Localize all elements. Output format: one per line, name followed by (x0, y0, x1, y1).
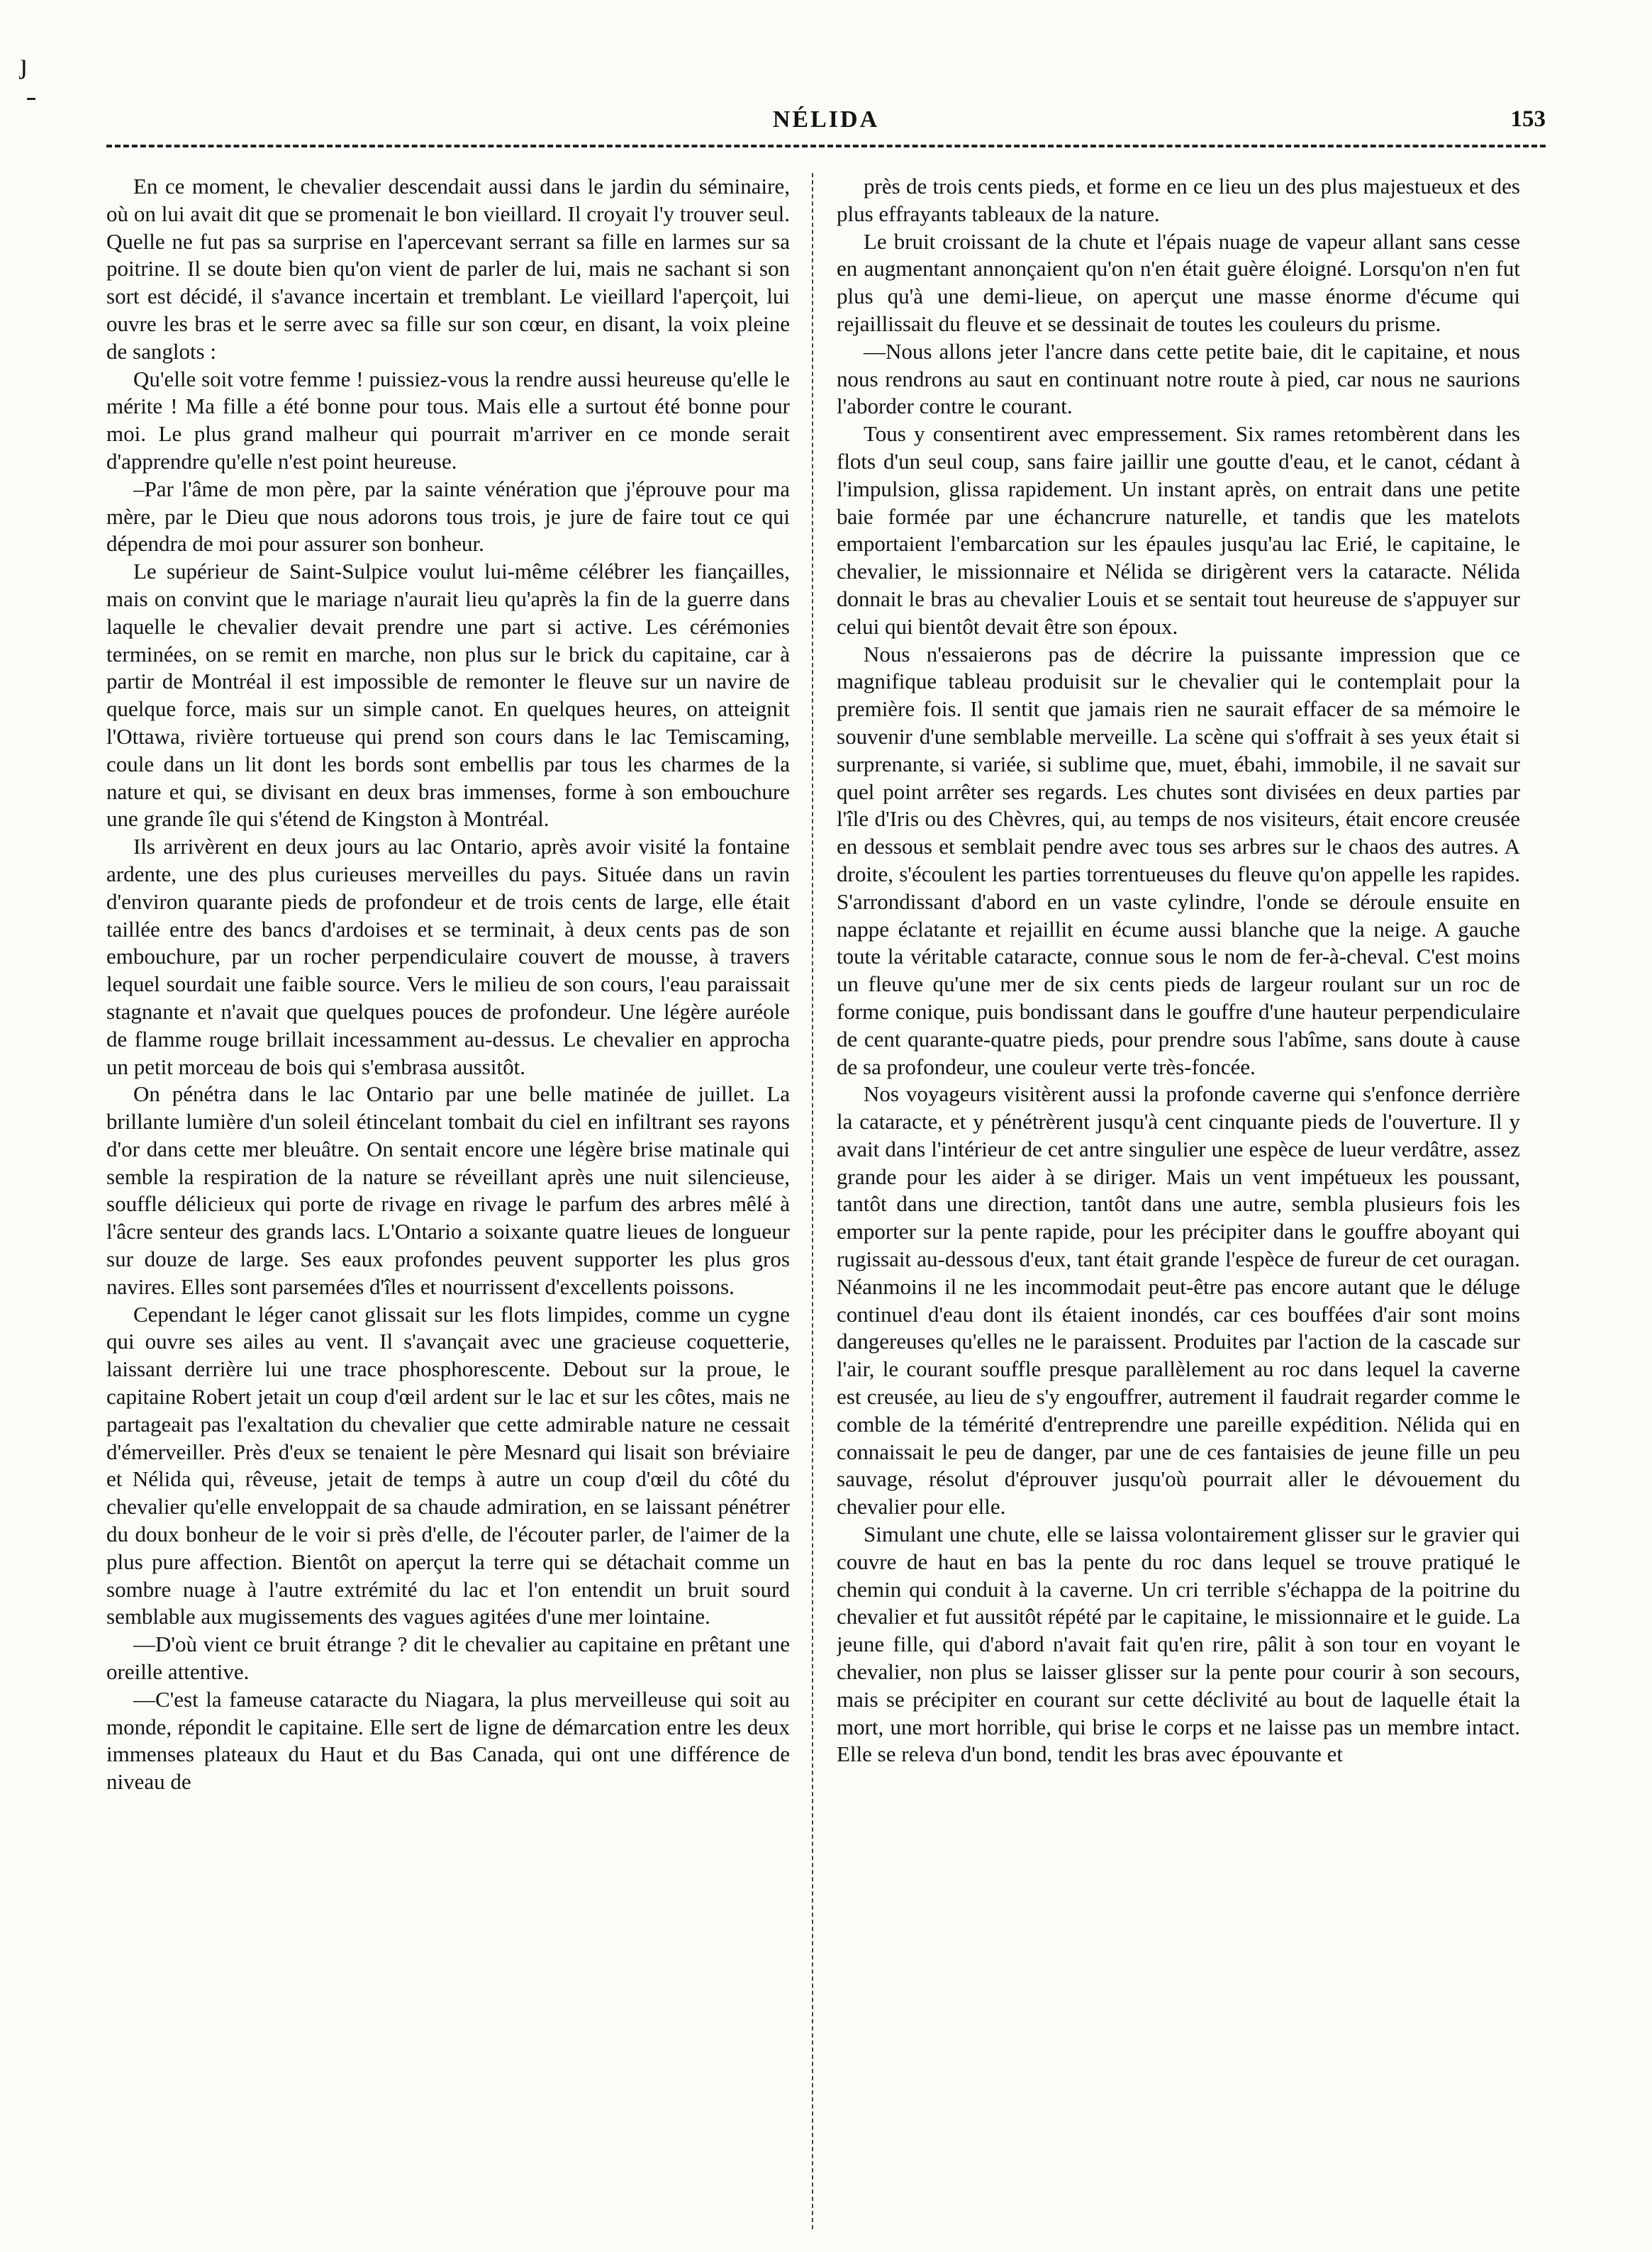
paragraph: Nous n'essaierons pas de décrire la puissante impression que ce magnifique tableau produisit sur le chevalier qui le contemplait pour la première fois. Il sentit que jamais rien ne saurait effacer de sa mémoire le souvenir d'une semblable merveille. La scène qui s'offrait à ses yeux était si surprenante, si variée, si sublime que, muet, ébahi, immobile, il ne savait sur quel point arrêter ses regards. Les chutes sont divisées en deux parties par l'île d'Iris ou des Chèvres, qui, au temps de nos visiteurs, était encore creusée en dessous et semblait pendre avec tous ses arbres sur le chaos des autres. A droite, s'écoulent les parties torrentueuses du fleuve qu'on appelle les rapides. S'arrondissant d'abord en un vaste cylindre, l'onde se déroule ensuite en nappe éclatante et rejaillit en écume aussi blanche que la neige. A gauche toute la véritable cataracte, connue sous le nom de fer-à-cheval. C'est moins un fleuve qu'une mer de six cents pieds de largeur roulant sur un roc de forme conique, puis bondissant dans le gouffre d'une hauteur perpendiculaire de cent quarante-quatre pieds, pour prendre sous l'abîme, sans doute à cause de sa profondeur, une couleur verte très-foncée. (837, 641, 1520, 1079)
column-divider (812, 173, 813, 2229)
page-header (106, 106, 1546, 142)
running-title: NÉLIDA (772, 106, 880, 133)
paragraph: —Nous allons jeter l'ancre dans cette petite baie, dit le capitaine, et nous nous rendrons au saut en continuant notre route à pied, car nous ne saurions l'aborder contre le courant. (837, 338, 1520, 419)
paragraph: Ils arrivèrent en deux jours au lac Ontario, après avoir visité la fontaine ardente, une des plus curieuses merveilles du pays. Située dans un ravin d'environ quarante pieds de profondeur et de trois cents de large, elle était taillée entre des bancs d'ardoises et se terminait, à deux cents pas de son embouchure, par un rocher perpendiculaire couvert de mousse, à travers lequel sourdait une faible source. Vers le milieu de son cours, l'eau paraissait stagnante et n'avait que quelques pouces de profondeur. Une légère auréole de flamme rouge brillait incessamment au-dessus. Le chevalier en approcha un petit morceau de bois qui s'embrasa aussitôt. (106, 834, 790, 1079)
paragraph: —D'où vient ce bruit étrange ? dit le chevalier au capitaine en prêtant une oreille attentive. (106, 1632, 790, 1685)
margin-ink-mark: ȷ (20, 48, 28, 79)
right-column (837, 173, 1520, 2229)
paragraph: Nos voyageurs visitèrent aussi la profonde caverne qui s'enfonce derrière la cataracte, et y pénétrèrent jusqu'à cent cinquante pieds de l'ouverture. Il y avait dans l'intérieur de cet antre singulier une espèce de lueur verdâtre, assez grande pour les aider à se diriger. Mais un vent impétueux les poussant, tantôt dans une direction, tantôt dans une autre, sembla plusieurs fois les emporter sur la pente rapide, pour les précipiter dans le gouffre aboyant qui rugissait au-dessous d'eux, tant était grande l'espèce de fureur de cet ouragan. Néanmoins il ne les incommodait peut-être pas encore autant que le déluge continuel d'eau dont ils étaient inondés, car ces bouffées d'air sont moins dangereuses qu'elles ne le paraissent. Produites par l'action de la cascade sur l'air, le courant souffle presque parallèlement au roc dans lequel la caverne est creusée, au lieu de s'y engouffrer, autrement il faudrait regarder comme le comble de la témérité d'entreprendre une pareille expédition. Nélida qui en connaissait le peu de danger, par une de ces fantaisies de jeune fille un peu sauvage, résolut d'éprouver jusqu'où pourrait aller le dévouement du chevalier pour elle. (837, 1081, 1520, 1520)
paragraph: Tous y consentirent avec empressement. Six rames retombèrent dans les flots d'un seul coup, sans faire jaillir une goutte d'eau, et le canot, cédant à l'impulsion, glissa rapidement. Un instant après, on entrait dans une petite baie formée par une échancrure naturelle, et tandis que les matelots emportaient l'embarcation sur les épaules jusqu'au lac Erié, le capitaine, le chevalier, le missionnaire et Nélida se dirigèrent vers la cataracte. Nélida donnait le bras au chevalier Louis et se sentait tout heureuse de s'appuyer sur celui qui bientôt devait être son époux. (837, 421, 1520, 639)
paragraph: –Par l'âme de mon père, par la sainte vénération que j'éprouve pour ma mère, par le Dieu que nous adorons tous trois, je jure de faire tout ce qui dépendra de moi pour assurer son bonheur. (106, 476, 790, 557)
paragraph: Le supérieur de Saint-Sulpice voulut lui-même célébrer les fiançailles, mais on convint que le mariage n'aurait lieu qu'après la fin de la guerre dans laquelle le chevalier devait prendre une part si active. Les cérémonies terminées, on se remit en marche, non plus sur le brick du capitaine, car à partir de Montréal il est impossible de remonter le fleuve sur un navire de quelque force, mais sur un simple canot. En quelques heures, on atteignit l'Ottawa, rivière tortueuse qui prend son cours dans le lac Temiscaming, coule dans un lit dont les bords sont embellis par tous les charmes de la nature et qui, se divisant en deux bras immenses, forme à son embouchure une grande île qui s'étend de Kingston à Montréal. (106, 559, 790, 832)
paragraph: Cependant le léger canot glissait sur les flots limpides, comme un cygne qui ouvre ses ailes au vent. Il s'avançait avec une gracieuse coquetterie, laissant derrière lui une trace phosphorescente. Debout sur la proue, le capitaine Robert jetait un coup d'œil ardent sur le lac et sur les côtes, mais ne partageait pas l'exaltation du chevalier que cette admirable nature ne cessait d'émerveiller. Près d'eux se tenaient le père Mesnard qui lisait son bréviaire et Nélida qui, rêveuse, jetait de temps à autre un coup d'œil du côté du chevalier qu'elle enveloppait de sa chaude admiration, en se laissant pénétrer du doux bonheur de le voir si près d'elle, de l'écouter parler, de l'aimer de la plus pure affection. Bientôt on aperçut la terre qui se détachait comme un sombre nuage à l'autre extrémité du lac et l'on entendit un bruit sourd semblable aux mugissements des vagues agitées d'une mer lointaine. (106, 1301, 790, 1629)
paragraph: près de trois cents pieds, et forme en ce lieu un des plus majestueux et des plus effrayants tableaux de la nature. (837, 174, 1520, 226)
margin-dash-mark (27, 98, 35, 100)
paragraph: On pénétra dans le lac Ontario par une belle matinée de juillet. La brillante lumière d'un soleil étincelant tombait du ciel en infiltrant ses rayons d'or dans cette mer bleuâtre. On sentait encore une légère brise matinale qui semble la respiration de la nature se réveillant après une nuit silencieuse, souffle délicieux qui porte de rivage en rivage le parfum des arbres mêlé à l'âcre senteur des grands lacs. L'Ontario a soixante quatre lieues de longueur sur douze de large. Ses eaux profondes peuvent supporter les plus gros navires. Elles sont parsemées d'îles et nourrissent d'excellents poissons. (106, 1081, 790, 1299)
header-rule (106, 145, 1546, 147)
paragraph: Le bruit croissant de la chute et l'épais nuage de vapeur allant sans cesse en augmentant annonçaient qu'on n'en était guère éloigné. Lorsqu'on n'en fut plus qu'à une demi-lieue, on aperçut une masse énorme d'écume qui rejaillissait du fleuve et se dessinait de toutes les couleurs du prisme. (837, 228, 1520, 336)
paragraph: En ce moment, le chevalier descendait aussi dans le jardin du séminaire, où on lui avait dit que se promenait le bon vieillard. Il croyait l'y trouver seul. Quelle ne fut pas sa surprise en l'apercevant serrant sa fille en larmes sur sa poitrine. Il se doute bien qu'on vient de parler de lui, mais ne sachant si son sort est décidé, il s'avance incertain et tremblant. Le vieillard l'aperçoit, lui ouvre les bras et le serre avec sa fille sur son cœur, en disant, la voix pleine de sanglots : (106, 174, 790, 364)
paragraph: Simulant une chute, elle se laissa volontairement glisser sur le gravier qui couvre de haut en bas la pente du roc dans lequel se trouve pratiqué le chemin qui conduit à la caverne. Un cri terrible s'échappa de la poitrine du chevalier et fut aussitôt répété par le capitaine, le missionnaire et le guide. La jeune fille, qui d'abord n'avait fait qu'en rire, pâlit à son tour en voyant le chevalier, non plus se laisser glisser sur la pente pour courir à son secours, mais se précipiter en courant sur cette déclivité au bout de laquelle était la mort, une mort horrible, qui brise le corps et ne laisse pas un membre intact. Elle se releva d'un bond, tendit les bras avec épouvante et (837, 1522, 1520, 1767)
left-column (106, 173, 790, 2229)
paragraph: Qu'elle soit votre femme ! puissiez-vous la rendre aussi heureuse qu'elle le mérite ! Ma fille a été bonne pour tous. Mais elle a surtout été bonne pour moi. Le plus grand malheur qui pourrait m'arriver en ce monde serait d'apprendre qu'elle n'est point heureuse. (106, 366, 790, 474)
page-number: 153 (1510, 106, 1546, 132)
paragraph: —C'est la fameuse cataracte du Niagara, la plus merveilleuse qui soit au monde, répondit le capitaine. Elle sert de ligne de démarcation entre les deux immenses plateaux du Haut et du Bas Canada, qui ont une différence de niveau de (106, 1686, 790, 1795)
